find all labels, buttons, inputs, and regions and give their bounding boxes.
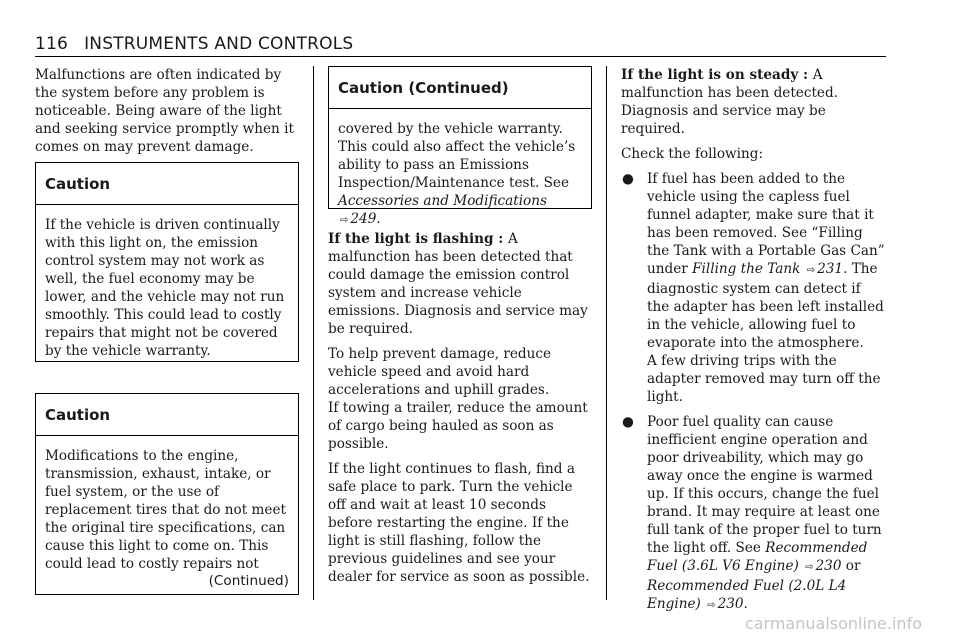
list-item [621, 413, 885, 615]
steady-paragraph [621, 66, 885, 138]
prevent-paragraph [328, 345, 590, 453]
bullet-icon: ● [622, 414, 634, 430]
intro-paragraph: Malfunctions are often indicated by the system before any problem is noticeable. Being aware of the light and seeking service promptly when it comes on may prevent damage. [35, 67, 294, 155]
xref-filling-tank[interactable]: Filling the Tank [692, 261, 801, 277]
continue-flash-paragraph: If the light continues to flash, find a safe place to park. Turn the vehicle off and wait at least 10 seconds before restarting the engine. If the light is still flashing, follow the previous guidelines and see your dealer for service as soon as possible. [328, 461, 590, 585]
flashing-lead: If the light is flashing : [328, 231, 509, 247]
flashing-body: A malfunction has been detected that could damage the emission control system and increase vehicle emissions. Diagnosis and service may be required. [328, 231, 588, 337]
page-ref-icon: ⇨ [806, 265, 816, 276]
caution-body: covered by the vehicle warranty. This could also affect the vehicle’s ability to pass an Emissions Inspection/Maintenance test. See [338, 121, 576, 191]
caution-body: Modifications to the engine, transmission, exhaust, intake, or fuel system, or the use of replacement tires that do not meet the original tire specifications, can cause this light to come on. This could lead to costly repairs not [45, 448, 286, 572]
column-divider [606, 66, 607, 600]
caution-title: Caution (Continued) [329, 67, 591, 109]
caution-box-continued [328, 66, 592, 227]
check-paragraph: Check the following: [621, 146, 764, 162]
page-ref-icon: ⇨ [340, 215, 349, 226]
xref-fuel-v6[interactable]: Recommended Fuel (3.6L V6 Engine) [647, 540, 868, 574]
flashing-paragraph [328, 230, 590, 338]
prevent-line-2: If towing a trailer, reduce the amount of cargo being hauled as soon as possible. [328, 400, 588, 452]
xref-fuel-l4[interactable]: Recommended Fuel (2.0L L4 Engine) [647, 578, 847, 612]
prevent-line-1: To help prevent damage, reduce vehicle speed and avoid hard accelerations and uphill grades. [328, 346, 552, 398]
punct: . [743, 596, 748, 612]
page-ref[interactable]: 230 [815, 558, 842, 574]
page-ref[interactable]: 230 [717, 596, 744, 612]
continued-label: (Continued) [208, 573, 289, 589]
page-ref-icon: ⇨ [805, 562, 814, 573]
bullet-text: A few driving trips with the adapter removed may turn off the light. [647, 353, 881, 405]
page-ref[interactable]: 249 [350, 211, 377, 227]
punct: . [376, 211, 381, 227]
steady-body: A malfunction has been detected. Diagnosis and service may be required. [621, 67, 838, 137]
bullet-text: . The diagnostic system can detect if the adapter has been left installed in the vehicle, allowing fuel to evaporate into the atmosphere. [647, 261, 884, 351]
list-item [621, 170, 885, 406]
header-rule [35, 56, 886, 57]
page-number: 116 [35, 34, 69, 54]
steady-lead: If the light is on steady : [621, 67, 813, 83]
xref-accessories[interactable]: Accessories and Modifications [338, 193, 547, 209]
caution-box-1 [35, 162, 299, 362]
column-1 [35, 66, 297, 163]
column-2 [328, 230, 590, 593]
caution-body: If the vehicle is driven continually with this light on, the emission control system may not work as well, the fuel economy may be lower, and the vehicle may not run smoothly. This could lead to costly repairs that might not be covered by the vehicle warranty. [45, 217, 285, 359]
bullet-text: Poor fuel quality can cause inefficient engine operation and poor driveability, which may go away once the engine is warmed up. If this occurs, change the fuel brand. It may require at least one full tank of the proper fuel to turn the light off. See [647, 414, 882, 556]
caution-title: Caution [36, 163, 298, 205]
caution-title: Caution [36, 394, 298, 436]
bullet-icon: ● [622, 171, 634, 187]
page-header [35, 33, 353, 55]
page-ref-icon: ⇨ [707, 600, 716, 611]
column-3 [621, 66, 885, 622]
bullet-text: or [841, 558, 861, 574]
caution-box-2 [35, 393, 299, 595]
page-ref[interactable]: 231 [817, 261, 844, 277]
column-divider [313, 66, 314, 600]
bullet-text: If fuel has been added to the vehicle using the capless fuel funnel adapter, make sure that it has been removed. See “Filling the Tank with a Portable Gas Can” under [647, 171, 885, 277]
watermark: carmanualsonline.info [744, 614, 922, 633]
section-title: INSTRUMENTS AND CONTROLS [84, 34, 354, 54]
